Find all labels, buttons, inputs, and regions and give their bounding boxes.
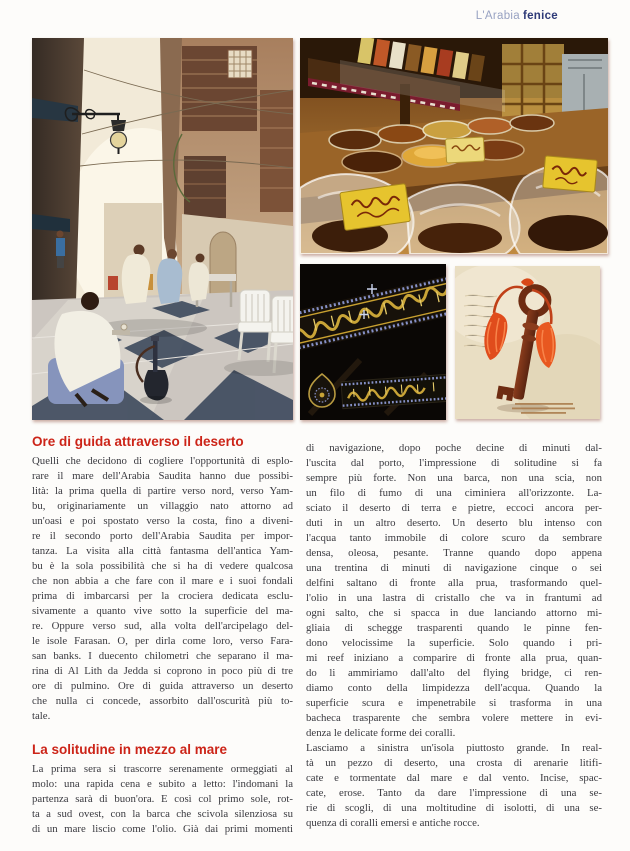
text-line: sivamente a quanto vive sotto la superficie del ma-: [32, 605, 293, 617]
photo-street-cafe: [32, 38, 293, 420]
text-line: di navigazione, dopo poche decine di minuti dal-: [306, 442, 602, 454]
text-line: un filo di fumo di una ciminiera all'orizzonte. La-: [306, 487, 602, 499]
text-line: ore di pulmino. Ore di guida attraverso un deserto: [32, 680, 293, 692]
key-illustration: [455, 266, 600, 419]
paragraph: [32, 454, 293, 724]
text-line: san banks. I duecento chilometri che separano il ma-: [32, 650, 293, 662]
text-line: tà un pezzo di deserto, una crosta di arenarie litifi-: [306, 757, 602, 769]
text-line: quenza di coralli emersi e antiche rocce.: [306, 817, 480, 829]
text-line: lità: la prima quella di partire verso nord, verso Yam-: [32, 485, 293, 497]
text-line: che non abbia a che fare con il mare e i suoi fondali: [32, 575, 293, 587]
text-line: rina di Al Lith da Jedda si coprono in poco più di tre: [32, 665, 293, 677]
text-line: un'oasi e poi spostato verso la costa, fino a diveni-: [32, 515, 293, 527]
photo-kiswa-calligraphy: [300, 264, 446, 420]
kiswa-illustration: [300, 264, 446, 420]
text-line: l'acqua tanto immobile di colore scuro da sembrare: [306, 532, 602, 544]
text-line: partenza sarà di buon'ora. E così col primo sole, rot-: [32, 793, 293, 805]
text-line: re. Oppure verso sud, alla volta dell'arcipelago del-: [32, 620, 293, 632]
text-line: Lasciamo a sinistra un'isola piuttosto grande. In real-: [306, 742, 602, 754]
text-line: una trentina di minuti di navigazione cinque o sei: [306, 562, 602, 574]
text-line: re il secondo porto dell'Arabia Saudita per impor-: [32, 530, 293, 542]
section-heading: La solitudine in mezzo al mare: [32, 742, 228, 757]
text-line: ta a sud ovest, con la barca che scivola silenziosa su: [32, 808, 293, 820]
section-heading: Ore di guida attraverso il deserto: [32, 434, 244, 449]
text-line: cate e tormentate dal mare e dal vento. Incise, spac-: [306, 772, 602, 784]
photo-caption-lines: [512, 403, 575, 414]
text-line: l'olio in una lastra di cristallo che va in frantumi ad: [306, 592, 602, 604]
text-line: delfini saltano di fronte alla prua, trasformando quel-: [306, 577, 602, 589]
paragraph: [32, 762, 293, 837]
market-illustration: [300, 38, 608, 254]
text-line: gliaia di schegge trasparenti quando le pinne fen-: [306, 622, 602, 634]
article-right-column: [306, 441, 602, 831]
text-line: cate, erose. Tanto da dare l'impressione di una se-: [306, 787, 602, 799]
text-line: molo: una rapida cena e subito a letto: l'indomani la: [32, 778, 293, 790]
street-cafe-illustration: [32, 38, 293, 420]
text-line: dono velocissime la superficie. Solo quando i pri-: [306, 637, 602, 649]
text-line: bu, originariamente un villaggio nato attorno ad: [32, 500, 293, 512]
text-line: rie di scogli, di una moltitudine di isolotti, di una se-: [306, 802, 602, 814]
text-line: bacheca trasparente che sembra volere mettere in evi-: [306, 712, 602, 724]
text-line: di un mare liscio come l'olio. Già dai primi momenti: [32, 823, 293, 835]
text-line: densa, oleosa, pesante. Tranne quando dopo appena: [306, 547, 602, 559]
text-line: prima di imbarcarsi per la crociera dedicata esclu-: [32, 590, 293, 602]
text-line: l'uscita dal porto, l'impressione di solitudine si fa: [306, 457, 602, 469]
text-line: diamo conto della limpidezza dell'acqua. Quando la: [306, 682, 602, 694]
text-line: duti in un altro deserto. Un deserto blu intenso con: [306, 517, 602, 529]
text-line: sciato il deserto di terra e pietre, eccoci ancora per-: [306, 502, 602, 514]
price-tag: [445, 137, 484, 163]
text-line: Quelli che decidono di cogliere l'opportunità di esplo-: [32, 455, 293, 467]
text-line: do li ammiriamo dall'alto del flying bridge, ci ren-: [306, 667, 602, 679]
text-line: superficie scura e impenetrabile si trasforma in una: [306, 697, 602, 709]
text-line: denza le delicate forme dei coralli.: [306, 727, 456, 739]
text-line: tanza. La visita alla città fantasma dell'antica Yam-: [32, 545, 293, 557]
text-line: rare il mare dell'Arabia Saudita hanno due possibi-: [32, 470, 293, 482]
text-line: tale.: [32, 710, 51, 722]
text-line: che nulla ci concede, assorbito dall'oscurità più to-: [32, 695, 293, 707]
paragraph: [306, 441, 602, 741]
page-header: [476, 10, 558, 22]
text-line: bu è la sola possibilità che si ha di vedere qualcosa: [32, 560, 293, 572]
photo-sweets-market: [300, 38, 608, 254]
text-line: mi reef iniziano a comparire di fronte alla prua, quan-: [306, 652, 602, 664]
magazine-title-bold: fenice: [522, 10, 558, 22]
text-line: sempre più forte. Non una barca, non una scia, non: [306, 472, 602, 484]
article-left-column: [32, 434, 293, 837]
text-line: le isole Farasan. O, per dirla come loro, verso Fara-: [32, 635, 293, 647]
text-line: La prima sera si trascorre serenamente ormeggiati al: [32, 763, 293, 775]
text-line: ogni salto, che si spacca in due lanciando attorno mi-: [306, 607, 602, 619]
magazine-title-light: L'Arabia: [475, 10, 520, 22]
paragraph: [306, 741, 602, 831]
price-tag: [543, 156, 598, 192]
photo-kaaba-key: [455, 266, 600, 419]
